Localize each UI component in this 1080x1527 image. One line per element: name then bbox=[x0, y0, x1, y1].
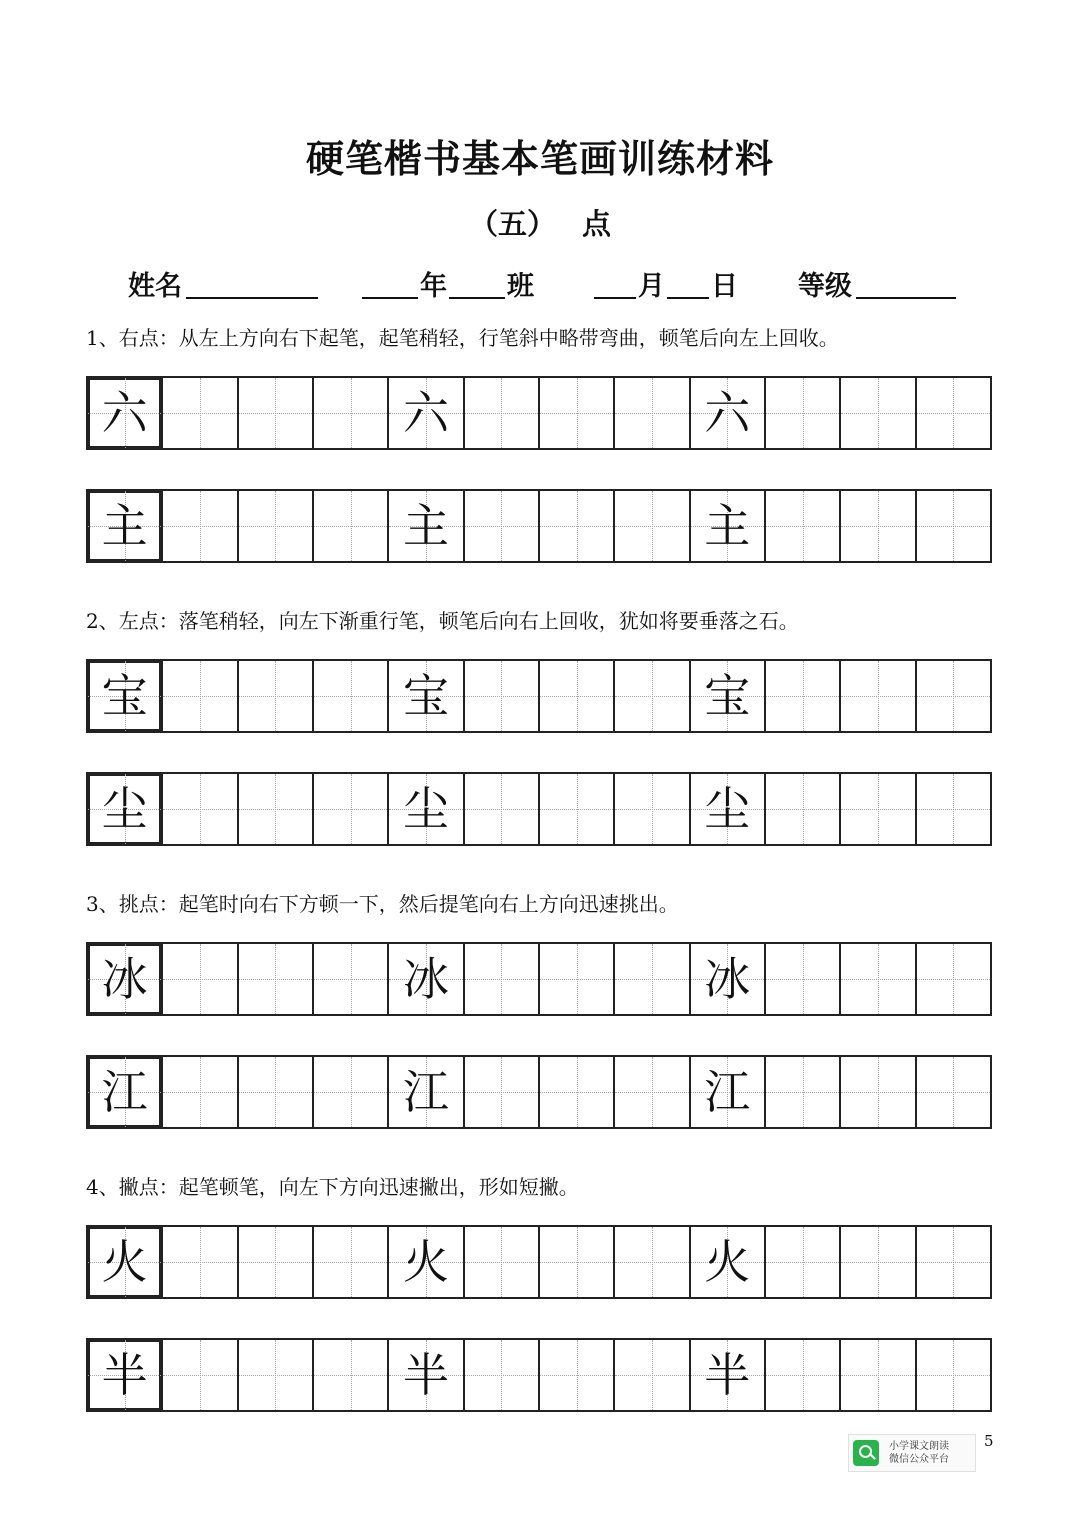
practice-cell[interactable] bbox=[689, 944, 764, 1014]
practice-cell[interactable] bbox=[764, 378, 839, 448]
example-character: 火 bbox=[402, 1235, 449, 1289]
practice-cell[interactable] bbox=[839, 1057, 914, 1127]
practice-cell[interactable] bbox=[839, 944, 914, 1014]
practice-cell[interactable] bbox=[161, 944, 236, 1014]
practice-cell[interactable] bbox=[689, 774, 764, 844]
example-character: 江 bbox=[704, 1065, 751, 1119]
practice-cell[interactable] bbox=[689, 1227, 764, 1297]
practice-cell[interactable] bbox=[764, 661, 839, 731]
example-character: 冰 bbox=[704, 952, 751, 1006]
practice-cell[interactable] bbox=[689, 1340, 764, 1410]
practice-cell[interactable] bbox=[237, 661, 312, 731]
practice-cell[interactable] bbox=[312, 661, 387, 731]
practice-cell[interactable] bbox=[463, 491, 538, 561]
example-character: 江 bbox=[402, 1065, 449, 1119]
practice-cell[interactable] bbox=[161, 491, 236, 561]
practice-cell[interactable] bbox=[839, 1340, 914, 1410]
practice-cell[interactable] bbox=[237, 944, 312, 1014]
model-cell bbox=[88, 661, 161, 731]
practice-cell[interactable] bbox=[387, 378, 462, 448]
practice-cell[interactable] bbox=[613, 1057, 688, 1127]
practice-grid-row bbox=[86, 376, 992, 450]
student-info-row bbox=[0, 264, 1080, 304]
practice-cell[interactable] bbox=[915, 491, 990, 561]
model-cell bbox=[88, 1227, 161, 1297]
practice-grid-row bbox=[86, 659, 992, 733]
name-blank[interactable] bbox=[186, 297, 318, 299]
practice-cell[interactable] bbox=[312, 491, 387, 561]
practice-cell[interactable] bbox=[161, 774, 236, 844]
section-instruction: 4、撇点：起笔顿笔，向左下方向迅速撇出，形如短撇。 bbox=[86, 1175, 579, 1199]
practice-cell[interactable] bbox=[915, 1057, 990, 1127]
practice-cell[interactable] bbox=[915, 774, 990, 844]
page-title: 硬笔楷书基本笔画训练材料 bbox=[305, 137, 774, 181]
example-character: 半 bbox=[704, 1348, 751, 1402]
class-blank[interactable] bbox=[449, 297, 505, 299]
practice-cell[interactable] bbox=[237, 774, 312, 844]
example-character: 尘 bbox=[101, 782, 148, 836]
month-label: 月 bbox=[638, 271, 665, 302]
name-label: 姓名 bbox=[128, 271, 182, 302]
practice-cell[interactable] bbox=[764, 1057, 839, 1127]
practice-cell[interactable] bbox=[689, 661, 764, 731]
practice-cell[interactable] bbox=[689, 1057, 764, 1127]
example-character: 火 bbox=[704, 1235, 751, 1289]
practice-cell[interactable] bbox=[915, 944, 990, 1014]
year-blank[interactable] bbox=[362, 297, 418, 299]
section-instruction: 1、右点：从左上方向右下起笔，起笔稍轻，行笔斜中略带弯曲，顿笔后向左上回收。 bbox=[86, 326, 839, 350]
model-cell bbox=[88, 378, 161, 448]
practice-cell[interactable] bbox=[161, 661, 236, 731]
practice-grid-row bbox=[86, 1338, 992, 1412]
practice-cell[interactable] bbox=[161, 378, 236, 448]
watermark-line1: 小学课文朗读 bbox=[889, 1441, 949, 1452]
practice-cell[interactable] bbox=[237, 378, 312, 448]
practice-cell[interactable] bbox=[538, 378, 613, 448]
practice-cell[interactable] bbox=[237, 1340, 312, 1410]
practice-cell[interactable] bbox=[463, 1227, 538, 1297]
practice-cell[interactable] bbox=[387, 1227, 462, 1297]
practice-cell[interactable] bbox=[538, 491, 613, 561]
section-instruction: 2、左点：落笔稍轻，向左下渐重行笔，顿笔后向右上回收，犹如将要垂落之石。 bbox=[86, 609, 799, 633]
practice-cell[interactable] bbox=[387, 944, 462, 1014]
example-character: 六 bbox=[101, 386, 148, 440]
example-character: 火 bbox=[101, 1235, 148, 1289]
watermark-line2: 微信公众平台 bbox=[889, 1454, 949, 1465]
practice-cell[interactable] bbox=[538, 944, 613, 1014]
practice-cell[interactable] bbox=[764, 774, 839, 844]
practice-grid-row bbox=[86, 772, 992, 846]
example-character: 宝 bbox=[101, 669, 148, 723]
class-label: 班 bbox=[507, 271, 534, 302]
example-character: 主 bbox=[402, 499, 449, 553]
practice-grid-row bbox=[86, 942, 992, 1016]
practice-cell[interactable] bbox=[839, 491, 914, 561]
example-character: 冰 bbox=[101, 952, 148, 1006]
practice-cell[interactable] bbox=[839, 1227, 914, 1297]
search-icon bbox=[853, 1440, 879, 1466]
practice-cell[interactable] bbox=[538, 1057, 613, 1127]
practice-cell[interactable] bbox=[839, 661, 914, 731]
practice-cell[interactable] bbox=[764, 1227, 839, 1297]
example-character: 冰 bbox=[402, 952, 449, 1006]
model-cell bbox=[88, 944, 161, 1014]
practice-cell[interactable] bbox=[312, 1057, 387, 1127]
practice-cell[interactable] bbox=[312, 1227, 387, 1297]
example-character: 宝 bbox=[704, 669, 751, 723]
grade-blank[interactable] bbox=[856, 297, 956, 299]
practice-cell[interactable] bbox=[839, 378, 914, 448]
practice-cell[interactable] bbox=[161, 1340, 236, 1410]
practice-cell[interactable] bbox=[387, 1057, 462, 1127]
practice-cell[interactable] bbox=[613, 491, 688, 561]
practice-cell[interactable] bbox=[237, 491, 312, 561]
practice-cell[interactable] bbox=[312, 1340, 387, 1410]
example-character: 江 bbox=[101, 1065, 148, 1119]
practice-cell[interactable] bbox=[613, 661, 688, 731]
practice-cell[interactable] bbox=[764, 944, 839, 1014]
practice-cell[interactable] bbox=[839, 774, 914, 844]
practice-cell[interactable] bbox=[613, 1227, 688, 1297]
practice-cell[interactable] bbox=[387, 491, 462, 561]
practice-cell[interactable] bbox=[689, 491, 764, 561]
practice-cell[interactable] bbox=[312, 774, 387, 844]
example-character: 六 bbox=[704, 386, 751, 440]
example-character: 六 bbox=[402, 386, 449, 440]
practice-cell[interactable] bbox=[463, 661, 538, 731]
practice-cell[interactable] bbox=[613, 774, 688, 844]
practice-grid-row bbox=[86, 1225, 992, 1299]
practice-cell[interactable] bbox=[463, 1340, 538, 1410]
page-number: 5 bbox=[984, 1432, 994, 1450]
example-character: 尘 bbox=[704, 782, 751, 836]
practice-cell[interactable] bbox=[387, 661, 462, 731]
practice-cell[interactable] bbox=[161, 1057, 236, 1127]
practice-cell[interactable] bbox=[613, 1340, 688, 1410]
practice-cell[interactable] bbox=[538, 661, 613, 731]
practice-cell[interactable] bbox=[915, 661, 990, 731]
practice-cell[interactable] bbox=[613, 944, 688, 1014]
example-character: 尘 bbox=[402, 782, 449, 836]
practice-cell[interactable] bbox=[915, 1227, 990, 1297]
practice-cell[interactable] bbox=[463, 774, 538, 844]
example-character: 半 bbox=[402, 1348, 449, 1402]
practice-cell[interactable] bbox=[463, 944, 538, 1014]
section-instruction: 3、挑点：起笔时向右下方顿一下，然后提笔向右上方向迅速挑出。 bbox=[86, 892, 679, 916]
practice-cell[interactable] bbox=[538, 1340, 613, 1410]
practice-cell[interactable] bbox=[463, 1057, 538, 1127]
practice-cell[interactable] bbox=[689, 378, 764, 448]
practice-cell[interactable] bbox=[312, 944, 387, 1014]
practice-cell[interactable] bbox=[161, 1227, 236, 1297]
example-character: 宝 bbox=[402, 669, 449, 723]
practice-cell[interactable] bbox=[463, 378, 538, 448]
practice-cell[interactable] bbox=[312, 378, 387, 448]
model-cell bbox=[88, 1340, 161, 1410]
grade-label: 等级 bbox=[798, 271, 852, 302]
practice-cell[interactable] bbox=[387, 1340, 462, 1410]
month-blank[interactable] bbox=[594, 297, 636, 299]
day-label: 日 bbox=[711, 271, 738, 302]
model-cell bbox=[88, 491, 161, 561]
practice-cell[interactable] bbox=[237, 1057, 312, 1127]
practice-grid-row bbox=[86, 1055, 992, 1129]
practice-cell[interactable] bbox=[387, 774, 462, 844]
model-cell bbox=[88, 1057, 161, 1127]
subtitle-number: （五） bbox=[468, 207, 556, 241]
day-blank[interactable] bbox=[667, 297, 709, 299]
practice-cell[interactable] bbox=[538, 1227, 613, 1297]
example-character: 主 bbox=[101, 499, 148, 553]
watermark bbox=[848, 1434, 976, 1472]
practice-cell[interactable] bbox=[915, 1340, 990, 1410]
practice-cell[interactable] bbox=[538, 774, 613, 844]
subtitle-stroke: 点 bbox=[582, 207, 612, 241]
page-subtitle bbox=[0, 202, 1080, 243]
model-cell bbox=[88, 774, 161, 844]
year-label: 年 bbox=[420, 271, 447, 302]
practice-cell[interactable] bbox=[764, 491, 839, 561]
practice-grid-row bbox=[86, 489, 992, 563]
practice-cell[interactable] bbox=[613, 378, 688, 448]
practice-cell[interactable] bbox=[764, 1340, 839, 1410]
example-character: 半 bbox=[101, 1348, 148, 1402]
example-character: 主 bbox=[704, 499, 751, 553]
practice-cell[interactable] bbox=[915, 378, 990, 448]
practice-cell[interactable] bbox=[237, 1227, 312, 1297]
